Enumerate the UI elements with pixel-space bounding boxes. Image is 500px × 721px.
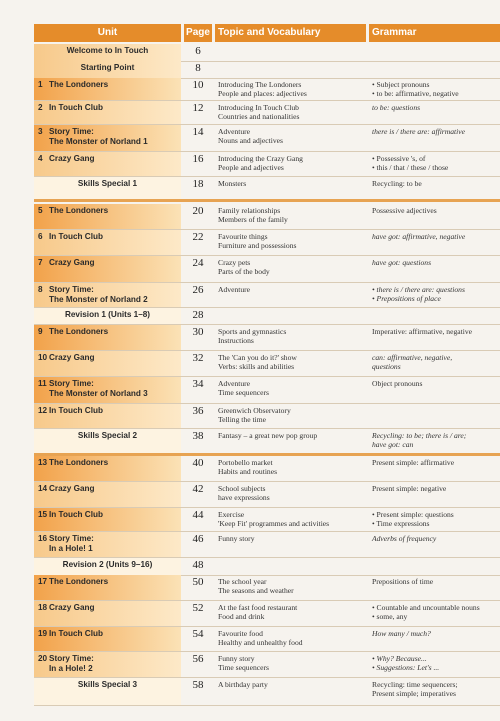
- unit-number: 13: [38, 458, 48, 467]
- unit-number: 6: [38, 232, 43, 241]
- grammar-line: • Why? Because...: [372, 654, 427, 663]
- page-number: 32: [192, 352, 204, 364]
- topic-cell: [215, 482, 367, 507]
- table-row: [34, 230, 500, 255]
- table-header: [34, 24, 500, 42]
- page-number: 48: [192, 559, 204, 571]
- grammar-line: Recycling: time sequencers;: [372, 680, 458, 689]
- grammar-line: Recycling: to be: [372, 179, 422, 188]
- unit-number: 12: [38, 406, 48, 415]
- page-number: 12: [192, 102, 204, 114]
- unit-title: Starting Point: [80, 63, 135, 72]
- page-number: 14: [192, 126, 204, 138]
- grammar-cell: [369, 482, 500, 507]
- grammar-cell: [369, 283, 500, 307]
- grammar-cell: [369, 325, 500, 350]
- page-number: 20: [192, 205, 204, 217]
- topic-line: School subjects: [218, 484, 266, 493]
- topic-line: Members of the family: [218, 215, 288, 225]
- unit-number: 19: [38, 629, 48, 638]
- header-grammar: Grammar: [369, 24, 500, 42]
- unit-number: 18: [38, 603, 48, 612]
- grammar-line: can: affirmative, negative,: [372, 353, 453, 362]
- page-number: 10: [192, 79, 204, 91]
- grammar-line: there is / there are: affirmative: [372, 127, 466, 136]
- topic-line: Food and drink: [218, 612, 265, 622]
- unit-cell: [34, 204, 181, 229]
- grammar-line: • Prepositions of place: [372, 294, 441, 304]
- section-divider: [34, 453, 500, 456]
- unit-title: Skills Special 3: [77, 680, 138, 689]
- unit-cell: [34, 125, 181, 151]
- topic-cell: [215, 377, 367, 403]
- page-number: 56: [192, 653, 204, 665]
- unit-cell: [34, 177, 181, 199]
- grammar-cell: [369, 627, 500, 651]
- table-row: [34, 325, 500, 350]
- unit-cell: [34, 678, 181, 705]
- topic-cell: [215, 44, 367, 61]
- unit-title: In a Hole! 2: [49, 663, 93, 673]
- unit-cell: [34, 351, 181, 376]
- topic-line: Favourite things: [218, 232, 268, 241]
- table-row: [34, 532, 500, 557]
- page-number: 28: [192, 309, 204, 321]
- topic-line: Instructions: [218, 336, 254, 346]
- topic-cell: [215, 283, 367, 307]
- table-row: [34, 482, 500, 507]
- unit-cell: [34, 283, 181, 307]
- page-number: 46: [192, 533, 204, 545]
- topic-cell: [215, 678, 367, 705]
- table-row: [34, 283, 500, 307]
- table-row: [34, 125, 500, 151]
- topic-cell: [215, 558, 367, 575]
- topic-line: Favourite food: [218, 629, 263, 638]
- unit-cell: [34, 152, 181, 176]
- topic-line: Sports and gymnastics: [218, 327, 287, 336]
- page-number: 54: [192, 628, 204, 640]
- unit-cell: [34, 456, 181, 481]
- unit-number: 10: [38, 353, 48, 362]
- page-number: 8: [195, 62, 201, 74]
- page-number: 58: [192, 679, 204, 691]
- grammar-line: Present simple: negative: [372, 484, 447, 493]
- unit-title: Crazy Gang: [49, 353, 95, 362]
- unit-cell: [34, 627, 181, 651]
- grammar-cell: [369, 308, 500, 324]
- row-divider: [34, 705, 500, 706]
- unit-title: Revision 1 (Units 1–8): [64, 310, 151, 319]
- topic-cell: [215, 61, 367, 78]
- grammar-cell: [369, 44, 500, 61]
- unit-cell: [34, 558, 181, 575]
- page-number: 44: [192, 509, 204, 521]
- unit-title: Crazy Gang: [49, 258, 95, 267]
- grammar-line: • Time expressions: [372, 519, 430, 529]
- topic-line: People and adjectives: [218, 163, 284, 173]
- table-row: [34, 652, 500, 677]
- page-number: 16: [192, 153, 204, 165]
- table-row: [34, 508, 500, 531]
- topic-line: Portobello market: [218, 458, 273, 467]
- table-row: [34, 308, 500, 324]
- grammar-line: have got: can: [372, 440, 414, 450]
- topic-cell: [215, 256, 367, 282]
- topic-line: Healthy and unhealthy food: [218, 638, 303, 648]
- topic-cell: [215, 204, 367, 229]
- grammar-line: • Present simple: questions: [372, 510, 454, 519]
- grammar-cell: [369, 652, 500, 677]
- unit-cell: [34, 404, 181, 428]
- grammar-line: • to be: affirmative, negative: [372, 89, 459, 99]
- grammar-line: Adverbs of frequency: [372, 534, 437, 543]
- topic-line: Habits and routines: [218, 467, 278, 477]
- table-row: [34, 204, 500, 229]
- grammar-cell: [369, 404, 500, 428]
- unit-title: Crazy Gang: [49, 484, 95, 493]
- topic-line: Fantasy – a great new pop group: [218, 431, 318, 440]
- topic-cell: [215, 177, 367, 199]
- page-number: 36: [192, 405, 204, 417]
- unit-number: 20: [38, 654, 48, 663]
- header-page: Page: [184, 24, 212, 42]
- grammar-line: • Countable and uncountable nouns: [372, 603, 480, 612]
- grammar-line: Recycling: to be; there is / are;: [372, 431, 467, 440]
- unit-number: 14: [38, 484, 48, 493]
- table-row: [34, 429, 500, 453]
- topic-line: People and places: adjectives: [218, 89, 307, 99]
- unit-cell: [34, 101, 181, 124]
- unit-number: 7: [38, 258, 43, 267]
- topic-line: Telling the time: [218, 415, 266, 425]
- topic-line: The seasons and weather: [218, 586, 294, 596]
- table-row: [34, 456, 500, 481]
- grammar-cell: [369, 377, 500, 403]
- grammar-cell: [369, 101, 500, 124]
- unit-cell: [34, 256, 181, 282]
- topic-line: Exercise: [218, 510, 245, 519]
- unit-number: 2: [38, 103, 43, 112]
- unit-title: Welcome to In Touch: [66, 46, 149, 55]
- page-number: 50: [192, 576, 204, 588]
- unit-title: Skills Special 1: [77, 179, 138, 188]
- unit-cell: [34, 429, 181, 453]
- topic-cell: [215, 78, 367, 100]
- topic-line: Parts of the body: [218, 267, 270, 277]
- topic-line: Monsters: [218, 179, 247, 188]
- unit-cell: [34, 601, 181, 626]
- unit-cell: [34, 308, 181, 324]
- unit-title: In Touch Club: [49, 629, 103, 638]
- topic-line: A birthday party: [218, 680, 268, 689]
- grammar-line: • Possessive 's, of: [372, 154, 426, 163]
- grammar-cell: [369, 456, 500, 481]
- unit-number: 1: [38, 80, 43, 89]
- table-row: [34, 601, 500, 626]
- topic-line: Introducing In Touch Club: [218, 103, 299, 112]
- unit-cell: [34, 325, 181, 350]
- unit-title: The Londoners: [49, 206, 109, 215]
- grammar-line: questions: [372, 362, 401, 372]
- topic-cell: [215, 652, 367, 677]
- unit-title: Story Time:: [49, 379, 94, 388]
- topic-line: have expressions: [218, 493, 270, 503]
- unit-title: The Monster of Norland 3: [49, 388, 148, 398]
- table-row: [34, 558, 500, 575]
- unit-title: Story Time:: [49, 127, 94, 136]
- unit-title: Revision 2 (Units 9–16): [62, 560, 153, 569]
- grammar-line: • this / that / these / those: [372, 163, 449, 173]
- topic-cell: [215, 575, 367, 600]
- unit-cell: [34, 377, 181, 403]
- unit-title: Crazy Gang: [49, 603, 95, 612]
- table-row: [34, 44, 500, 61]
- topic-line: 'Keep Fit' programmes and activities: [218, 519, 330, 529]
- table-row: [34, 575, 500, 600]
- topic-cell: [215, 532, 367, 557]
- grammar-cell: [369, 230, 500, 255]
- topic-cell: [215, 101, 367, 124]
- unit-title: The Londoners: [49, 327, 109, 336]
- grammar-line: have got: questions: [372, 258, 432, 267]
- unit-title: Story Time:: [49, 285, 94, 294]
- page-number: 18: [192, 178, 204, 190]
- page-number: 6: [195, 45, 201, 57]
- grammar-cell: [369, 429, 500, 453]
- unit-title: In Touch Club: [49, 406, 103, 415]
- grammar-cell: [369, 532, 500, 557]
- grammar-cell: [369, 78, 500, 100]
- unit-cell: [34, 482, 181, 507]
- table-row: [34, 61, 500, 78]
- table-row: [34, 256, 500, 282]
- table-row: [34, 377, 500, 403]
- topic-cell: [215, 627, 367, 651]
- unit-title: Crazy Gang: [49, 154, 95, 163]
- topic-cell: [215, 404, 367, 428]
- unit-number: 16: [38, 534, 48, 543]
- topic-cell: [215, 429, 367, 453]
- unit-number: 17: [38, 577, 48, 586]
- page-number: 26: [192, 284, 204, 296]
- header-topic: Topic and Vocabulary: [215, 24, 366, 42]
- grammar-cell: [369, 508, 500, 531]
- unit-number: 15: [38, 510, 48, 519]
- topic-line: Introducing the Crazy Gang: [218, 154, 303, 163]
- page-number: 40: [192, 457, 204, 469]
- header-unit: Unit: [34, 24, 181, 42]
- grammar-cell: [369, 351, 500, 376]
- topic-line: At the fast food restaurant: [218, 603, 298, 612]
- page-number: 22: [192, 231, 204, 243]
- grammar-line: • some, any: [372, 612, 408, 622]
- topic-line: Crazy pets: [218, 258, 251, 267]
- unit-title: Skills Special 2: [77, 431, 138, 440]
- grammar-cell: [369, 601, 500, 626]
- topic-line: Time sequencers: [218, 663, 269, 673]
- unit-cell: [34, 508, 181, 531]
- topic-line: Funny story: [218, 654, 255, 663]
- unit-title: In a Hole! 1: [49, 543, 93, 553]
- grammar-line: Imperative: affirmative, negative: [372, 327, 473, 336]
- grammar-cell: [369, 678, 500, 705]
- unit-number: 11: [38, 379, 47, 388]
- page-number: 42: [192, 483, 204, 495]
- topic-cell: [215, 456, 367, 481]
- page-number: 34: [192, 378, 204, 390]
- page-number: 30: [192, 326, 204, 338]
- table-row: [34, 678, 500, 705]
- unit-title: Story Time:: [49, 654, 94, 663]
- grammar-cell: [369, 152, 500, 176]
- grammar-line: Object pronouns: [372, 379, 423, 388]
- unit-number: 5: [38, 206, 43, 215]
- grammar-line: How many / much?: [372, 629, 431, 638]
- grammar-cell: [369, 177, 500, 199]
- topic-line: Time sequencers: [218, 388, 269, 398]
- table-row: [34, 177, 500, 199]
- topic-line: Funny story: [218, 534, 255, 543]
- table-row: [34, 101, 500, 124]
- unit-title: In Touch Club: [49, 232, 103, 241]
- topic-cell: [215, 325, 367, 350]
- table-row: [34, 404, 500, 428]
- unit-cell: [34, 230, 181, 255]
- table-row: [34, 152, 500, 176]
- unit-number: 3: [38, 127, 43, 136]
- table-row: [34, 351, 500, 376]
- topic-line: The school year: [218, 577, 267, 586]
- unit-cell: [34, 575, 181, 600]
- page-number: 52: [192, 602, 204, 614]
- unit-title: In Touch Club: [49, 510, 103, 519]
- grammar-line: to be: questions: [372, 103, 421, 112]
- unit-title: In Touch Club: [49, 103, 103, 112]
- unit-cell: [34, 61, 181, 78]
- grammar-cell: [369, 125, 500, 151]
- topic-line: Adventure: [218, 285, 251, 294]
- grammar-line: Prepositions of time: [372, 577, 434, 586]
- grammar-cell: [369, 575, 500, 600]
- topic-line: The 'Can you do it?' show: [218, 353, 297, 362]
- grammar-line: Possessive adjectives: [372, 206, 437, 215]
- topic-cell: [215, 508, 367, 531]
- grammar-line: • there is / there are: questions: [372, 285, 465, 294]
- topic-line: Adventure: [218, 127, 251, 136]
- topic-line: Greenwich Observatory: [218, 406, 291, 415]
- topic-line: Verbs: skills and abilities: [218, 362, 295, 372]
- unit-cell: [34, 78, 181, 100]
- unit-number: 4: [38, 154, 43, 163]
- grammar-cell: [369, 256, 500, 282]
- topic-line: Nouns and adjectives: [218, 136, 283, 146]
- unit-number: 8: [38, 285, 43, 294]
- unit-number: 9: [38, 327, 43, 336]
- topic-line: Adventure: [218, 379, 251, 388]
- section-divider: [34, 199, 500, 202]
- topic-line: Furniture and possessions: [218, 241, 297, 251]
- topic-cell: [215, 308, 367, 324]
- unit-title: The Londoners: [49, 577, 109, 586]
- grammar-cell: [369, 558, 500, 575]
- topic-cell: [215, 125, 367, 151]
- topic-cell: [215, 230, 367, 255]
- grammar-line: Present simple; imperatives: [372, 689, 456, 699]
- unit-title: The Londoners: [49, 458, 109, 467]
- page-number: 38: [192, 430, 204, 442]
- grammar-line: Present simple: affirmative: [372, 458, 455, 467]
- topic-cell: [215, 351, 367, 376]
- unit-title: The Monster of Norland 1: [49, 136, 148, 146]
- grammar-cell: [369, 61, 500, 78]
- unit-cell: [34, 44, 181, 61]
- grammar-cell: [369, 204, 500, 229]
- topic-cell: [215, 601, 367, 626]
- unit-title: The Monster of Norland 2: [49, 294, 148, 304]
- page-number: 24: [192, 257, 204, 269]
- topic-line: Countries and nationalities: [218, 112, 300, 122]
- grammar-line: have got: affirmative, negative: [372, 232, 466, 241]
- unit-cell: [34, 532, 181, 557]
- grammar-line: • Subject pronouns: [372, 80, 430, 89]
- table-row: [34, 627, 500, 651]
- unit-title: Story Time:: [49, 534, 94, 543]
- table-row: [34, 78, 500, 100]
- topic-cell: [215, 152, 367, 176]
- topic-line: Family relationships: [218, 206, 281, 215]
- topic-line: Introducing The Londoners: [218, 80, 302, 89]
- unit-cell: [34, 652, 181, 677]
- grammar-line: • Suggestions: Let's ...: [372, 663, 440, 673]
- unit-title: The Londoners: [49, 80, 109, 89]
